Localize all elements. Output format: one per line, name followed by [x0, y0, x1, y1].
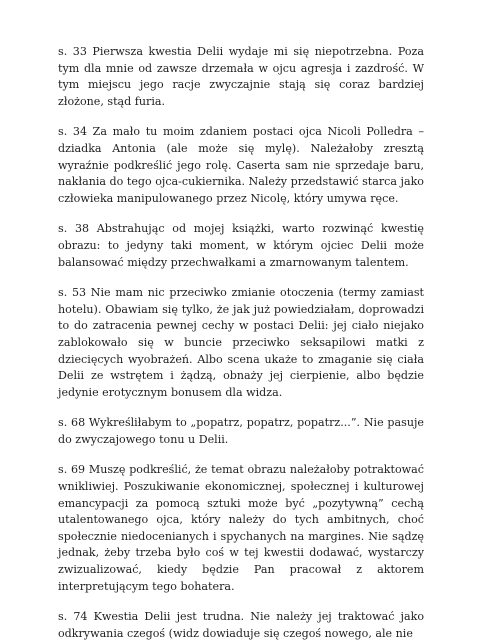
- note-page-38: s. 38 Abstrahując od mojej książki, warto rozwinąć kwestię obrazu: to jedyny taki moment, w którym ojciec Delii może balansować między przechwałkami a zmarnowanym talentem.: [58, 222, 424, 269]
- note-page-68: s. 68 Wykreśliłabym to „popatrz, popatrz, popatrz...”. Nie pasuje do zwyczajowego tonu u Delii.: [58, 416, 424, 446]
- note-page-69: s. 69 Muszę podkreślić, że temat obrazu należałoby potraktować wnikliwiej. Poszukiwanie ekonomicznej, społecznej i kulturowej emancypacji za pomocą sztuki może być „pozytywną” cechą utalentowanego ojca, który należy do tych ambitnych, choć społecznie niedocenianych i spychanych na margines. Nie sądzę jednak, żeby trzeba było coś w tej kwestii dodawać, wystarczy zwizualizować, kiedy będzie Pan pracował z aktorem interpretującym tego bohatera.: [58, 463, 424, 593]
- note-page-34: s. 34 Za mało tu moim zdaniem postaci ojca Nicoli Polledra – dziadka Antonia (ale może się mylę). Należałoby zresztą wyraźnie podkreślić jego rolę. Caserta sam nie sprzedaje baru, nakłania do tego ojca-cukiernika. Należy przedstawić starca jako człowieka manipulowanego przez Nicolę, który umywa ręce.: [58, 125, 424, 205]
- note-page-33: s. 33 Pierwsza kwestia Delii wydaje mi się niepotrzebna. Poza tym dla mnie od zawsze drzemała w ojcu agresja i zazdrość. W tym miejscu jego racje zwyczajnie stają się coraz bardziej złożone, stąd furia.: [58, 45, 424, 108]
- note-page-53: s. 53 Nie mam nic przeciwko zmianie otoczenia (termy zamiast hotelu). Obawiam się tylko, że jak już powiedziałam, doprowadzi to do zatracenia pewnej cechy w postaci Delii: jej ciało niejako zablokowało się w buncie przeciwko seksapilowi matki z dziecięcych wyobrażeń. Albo scena ukaże to zmaganie się ciała Delii ze wstrętem i żądzą, obnaży jej cierpienie, albo będzie jedynie erotycznym bonusem dla widza.: [58, 286, 424, 399]
- note-page-74: s. 74 Kwestia Delii jest trudna. Nie należy jej traktować jako odkrywania czegoś (widz dowiaduje się czegoś nowego, ale nie: [58, 610, 424, 640]
